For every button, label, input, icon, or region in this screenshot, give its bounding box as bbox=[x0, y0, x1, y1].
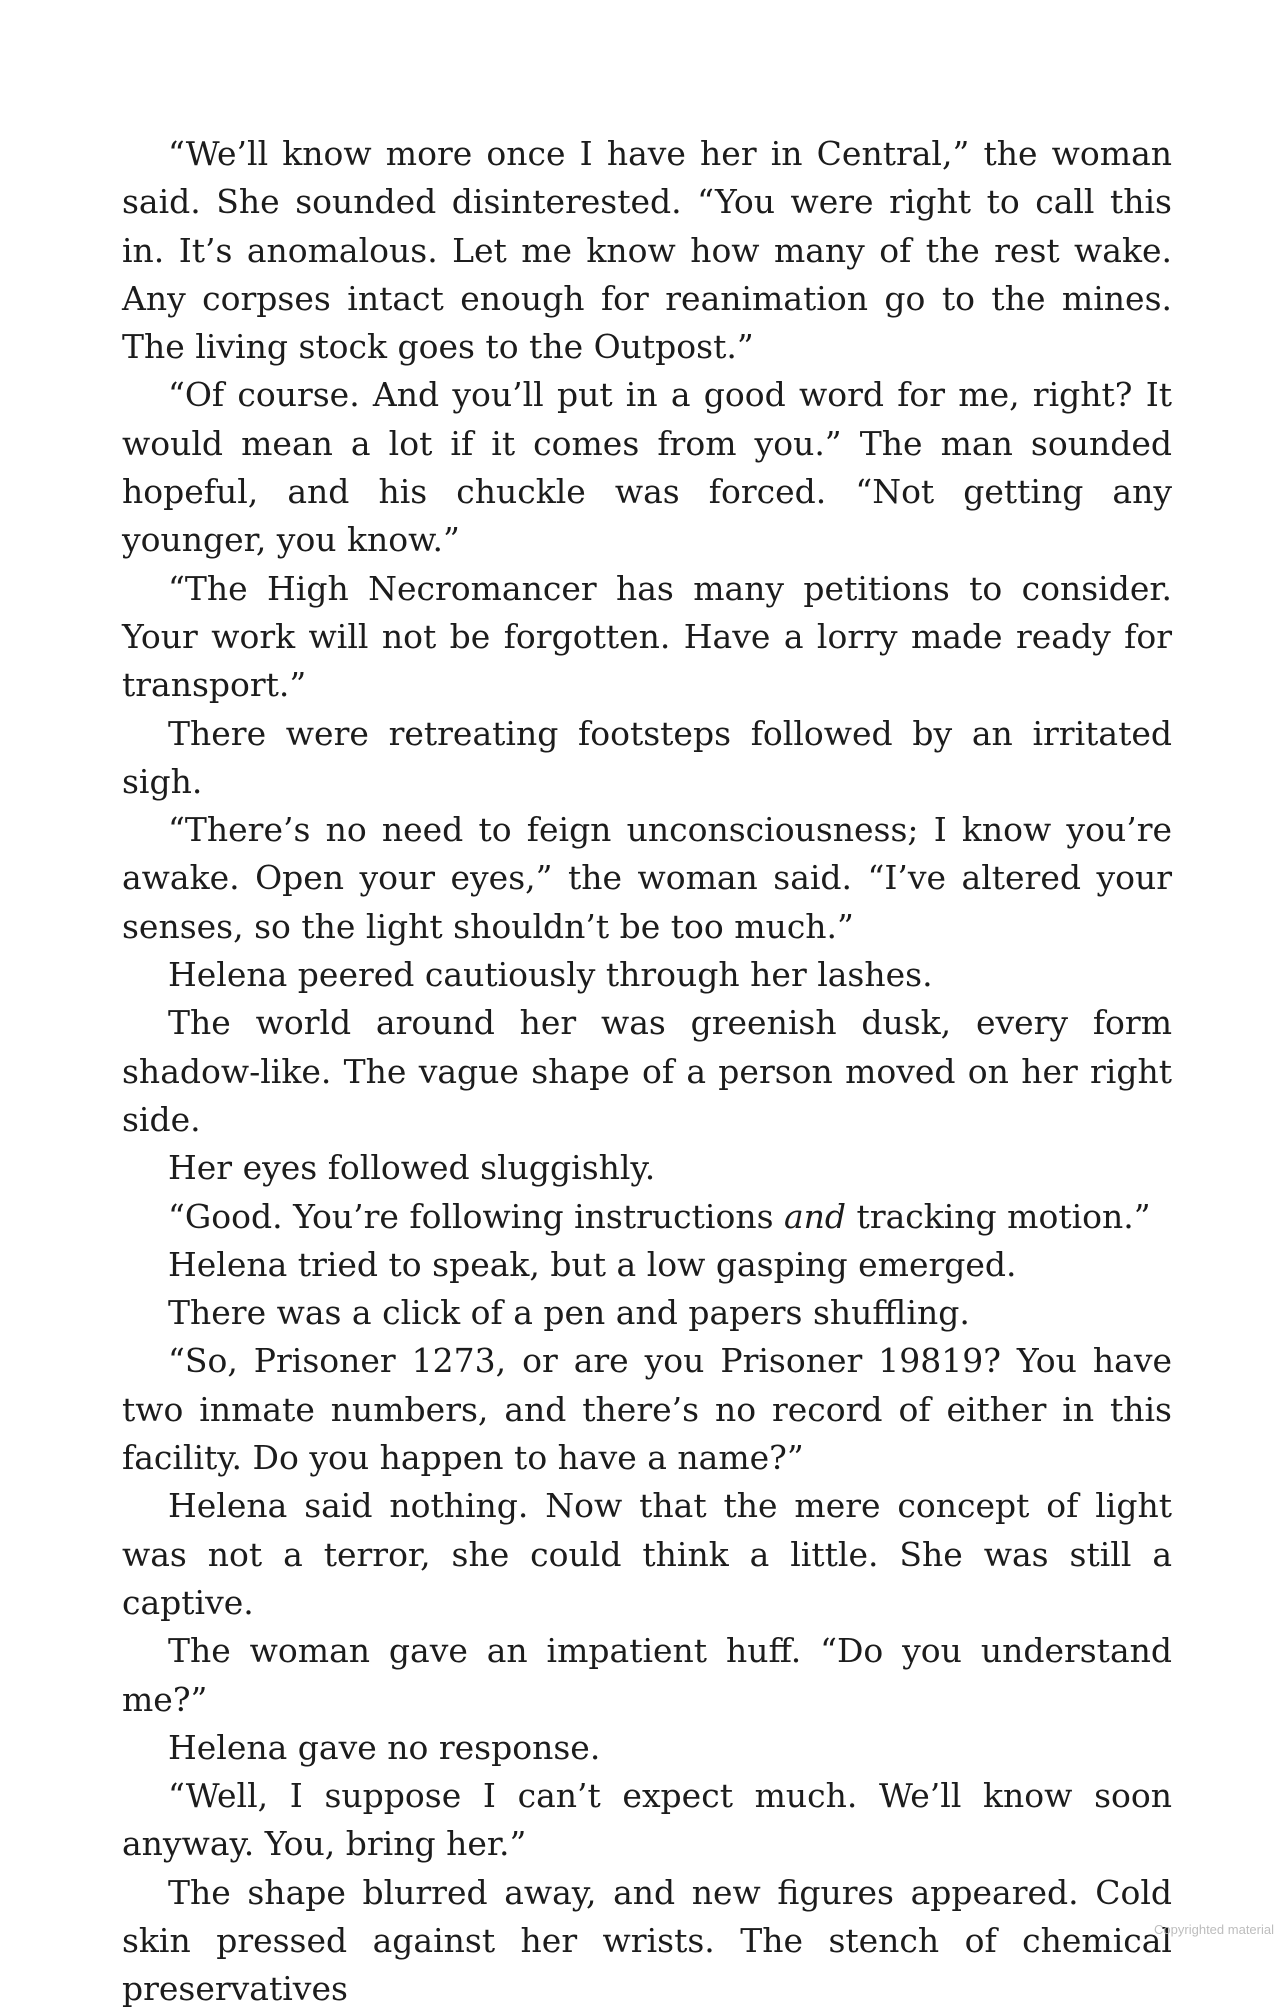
paragraph: Helena tried to speak, but a low gasping emerged. bbox=[168, 1244, 1017, 1284]
paragraph bbox=[122, 1193, 1172, 1241]
paragraph: Her eyes followed sluggishly. bbox=[168, 1148, 656, 1188]
paragraph: The shape blurred away, and new figures appeared. Cold skin pressed against her wrists. The stench of chemical preservatives bbox=[122, 1872, 1172, 2009]
paragraph: There was a click of a pen and papers shuffling. bbox=[168, 1293, 970, 1333]
paragraph: “We’ll know more once I have her in Central,” the woman said. She sounded disinterested. “You were right to call this in. It’s anomalous. Let me know how many of the rest wake. Any corpses intact enough for reanimation go to the mines. The living stock goes to the Outpost.” bbox=[122, 134, 1172, 367]
paragraph: The woman gave an impatient huff. “Do you understand me?” bbox=[122, 1631, 1172, 1719]
paragraph: Helena peered cautiously through her lashes. bbox=[168, 955, 933, 995]
paragraph: Helena said nothing. Now that the mere concept of light was not a terror, she could think a little. She was still a captive. bbox=[122, 1486, 1172, 1622]
paragraph: “The High Necromancer has many petitions to consider. Your work will not be forgotten. Have a lorry made ready for transport.” bbox=[122, 568, 1172, 705]
paragraph: The world around her was greenish dusk, every form shadow-like. The vague shape of a person moved on her right side. bbox=[122, 1003, 1172, 1139]
paragraph: “There’s no need to feign unconsciousness; I know you’re awake. Open your eyes,” the woman said. “I’ve altered your senses, so the light shouldn’t be too much.” bbox=[122, 810, 1172, 946]
paragraph: Helena gave no response. bbox=[168, 1727, 601, 1767]
paragraph: “Of course. And you’ll put in a good word for me, right? It would mean a lot if it comes from you.” The man sounded hopeful, and his chuckle was forced. “Not getting any younger, you know.” bbox=[122, 375, 1172, 560]
paragraph: “Well, I suppose I can’t expect much. We’ll know soon anyway. You, bring her.” bbox=[122, 1776, 1172, 1864]
paragraph: There were retreating footsteps followed by an irritated sigh. bbox=[122, 713, 1172, 801]
paragraph-text: tracking motion.” bbox=[846, 1196, 1151, 1236]
paragraph: “So, Prisoner 1273, or are you Prisoner 19819? You have two inmate numbers, and there’s no record of either in this facility. Do you happen to have a name?” bbox=[122, 1341, 1172, 1478]
paragraph-text: “Good. You’re following instructions bbox=[168, 1196, 784, 1236]
book-page-text bbox=[122, 130, 1172, 2014]
emphasis-text: and bbox=[784, 1196, 847, 1236]
copyright-watermark: Copyrighted material bbox=[1154, 1922, 1274, 1937]
